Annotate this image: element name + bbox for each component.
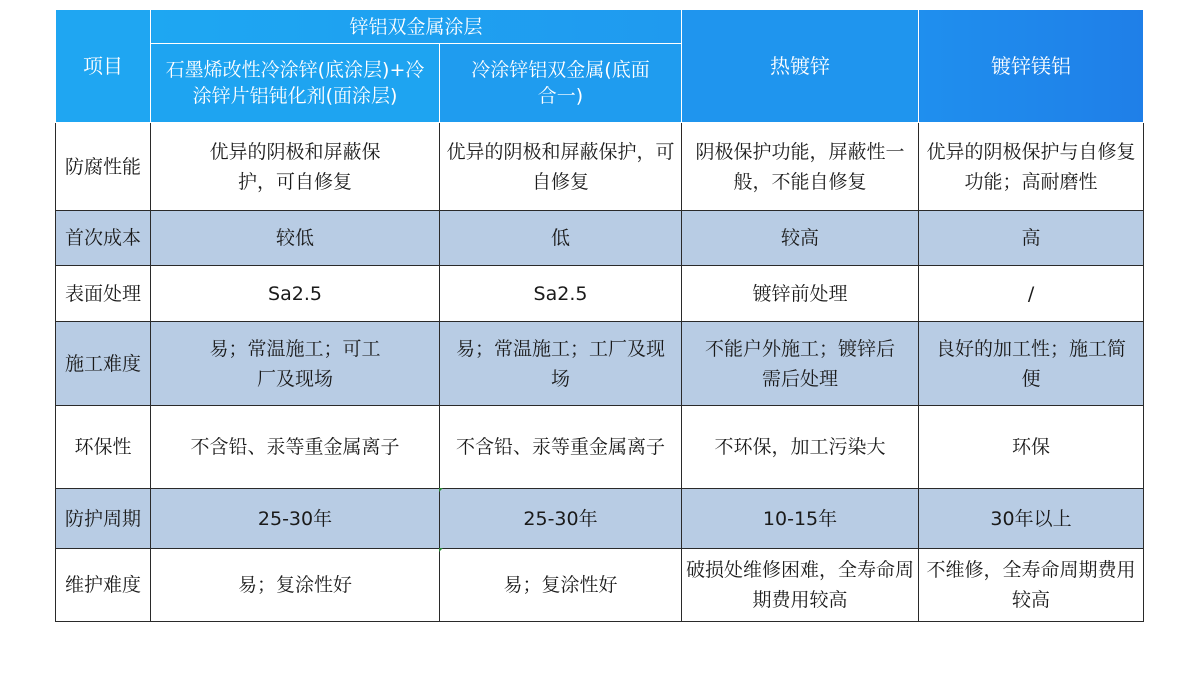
table-body [56, 123, 1144, 622]
table-cell: 不含铅、汞等重金属离子 [440, 406, 682, 489]
table-cell: 10-15年 [682, 489, 919, 549]
table-cell: / [919, 266, 1144, 322]
table-cell: 优异的阴极和屏蔽保护，可自修复 [151, 123, 440, 211]
table-cell: 优异的阴极保护与自修复功能；高耐磨性 [919, 123, 1144, 211]
row-label: 环保性 [56, 406, 151, 489]
header-hot-dip-galvanizing: 热镀锌 [682, 10, 919, 123]
header-group-zinc-aluminum: 锌铝双金属涂层 [151, 10, 682, 44]
table-cell: 25-30年 [151, 489, 440, 549]
table-cell: 较高 [682, 211, 919, 266]
comparison-table [55, 9, 1144, 622]
table-cell: 易；常温施工；可工厂及现场 [151, 322, 440, 406]
table-cell: Sa2.5 [151, 266, 440, 322]
table-cell: 25-30年 [440, 489, 682, 549]
table-cell: 不环保，加工污染大 [682, 406, 919, 489]
cell-marker-triangle [439, 548, 443, 552]
table-cell: 阴极保护功能，屏蔽性一般，不能自修复 [682, 123, 919, 211]
table-cell: 易；复涂性好 [440, 549, 682, 622]
table-cell: 破损处维修困难，全寿命周期费用较高 [682, 549, 919, 622]
row-label: 防腐性能 [56, 123, 151, 211]
header-zinc-magnesium-aluminum: 镀锌镁铝 [919, 10, 1144, 123]
table-cell: 镀锌前处理 [682, 266, 919, 322]
table-cell: 环保 [919, 406, 1144, 489]
header-cold-zinc-aluminum: 冷涂锌铝双金属(底面合一) [440, 44, 682, 123]
row-label: 维护难度 [56, 549, 151, 622]
header-graphene-cold-zinc: 石墨烯改性冷涂锌(底涂层)+冷涂锌片铝钝化剂(面涂层) [151, 44, 440, 123]
table-cell: 较低 [151, 211, 440, 266]
table-cell: 低 [440, 211, 682, 266]
table-cell: Sa2.5 [440, 266, 682, 322]
table-row [56, 123, 1144, 211]
table-cell: 不含铅、汞等重金属离子 [151, 406, 440, 489]
cell-marker-triangle [439, 488, 443, 492]
table-cell: 不能户外施工；镀锌后需后处理 [682, 322, 919, 406]
row-label: 施工难度 [56, 322, 151, 406]
table-row [56, 322, 1144, 406]
table-cell: 良好的加工性；施工简便 [919, 322, 1144, 406]
table-row [56, 211, 1144, 266]
row-label: 表面处理 [56, 266, 151, 322]
table-cell: 易；复涂性好 [151, 549, 440, 622]
table-cell: 易；常温施工；工厂及现场 [440, 322, 682, 406]
row-label: 防护周期 [56, 489, 151, 549]
table-cell: 30年以上 [919, 489, 1144, 549]
table-row [56, 406, 1144, 489]
table-cell: 不维修，全寿命周期费用较高 [919, 549, 1144, 622]
header-item: 项目 [56, 10, 151, 123]
table-cell: 高 [919, 211, 1144, 266]
table-row [56, 266, 1144, 322]
table-cell: 优异的阴极和屏蔽保护，可自修复 [440, 123, 682, 211]
table-row [56, 489, 1144, 549]
row-label: 首次成本 [56, 211, 151, 266]
table-header [56, 10, 1144, 123]
table-row [56, 549, 1144, 622]
